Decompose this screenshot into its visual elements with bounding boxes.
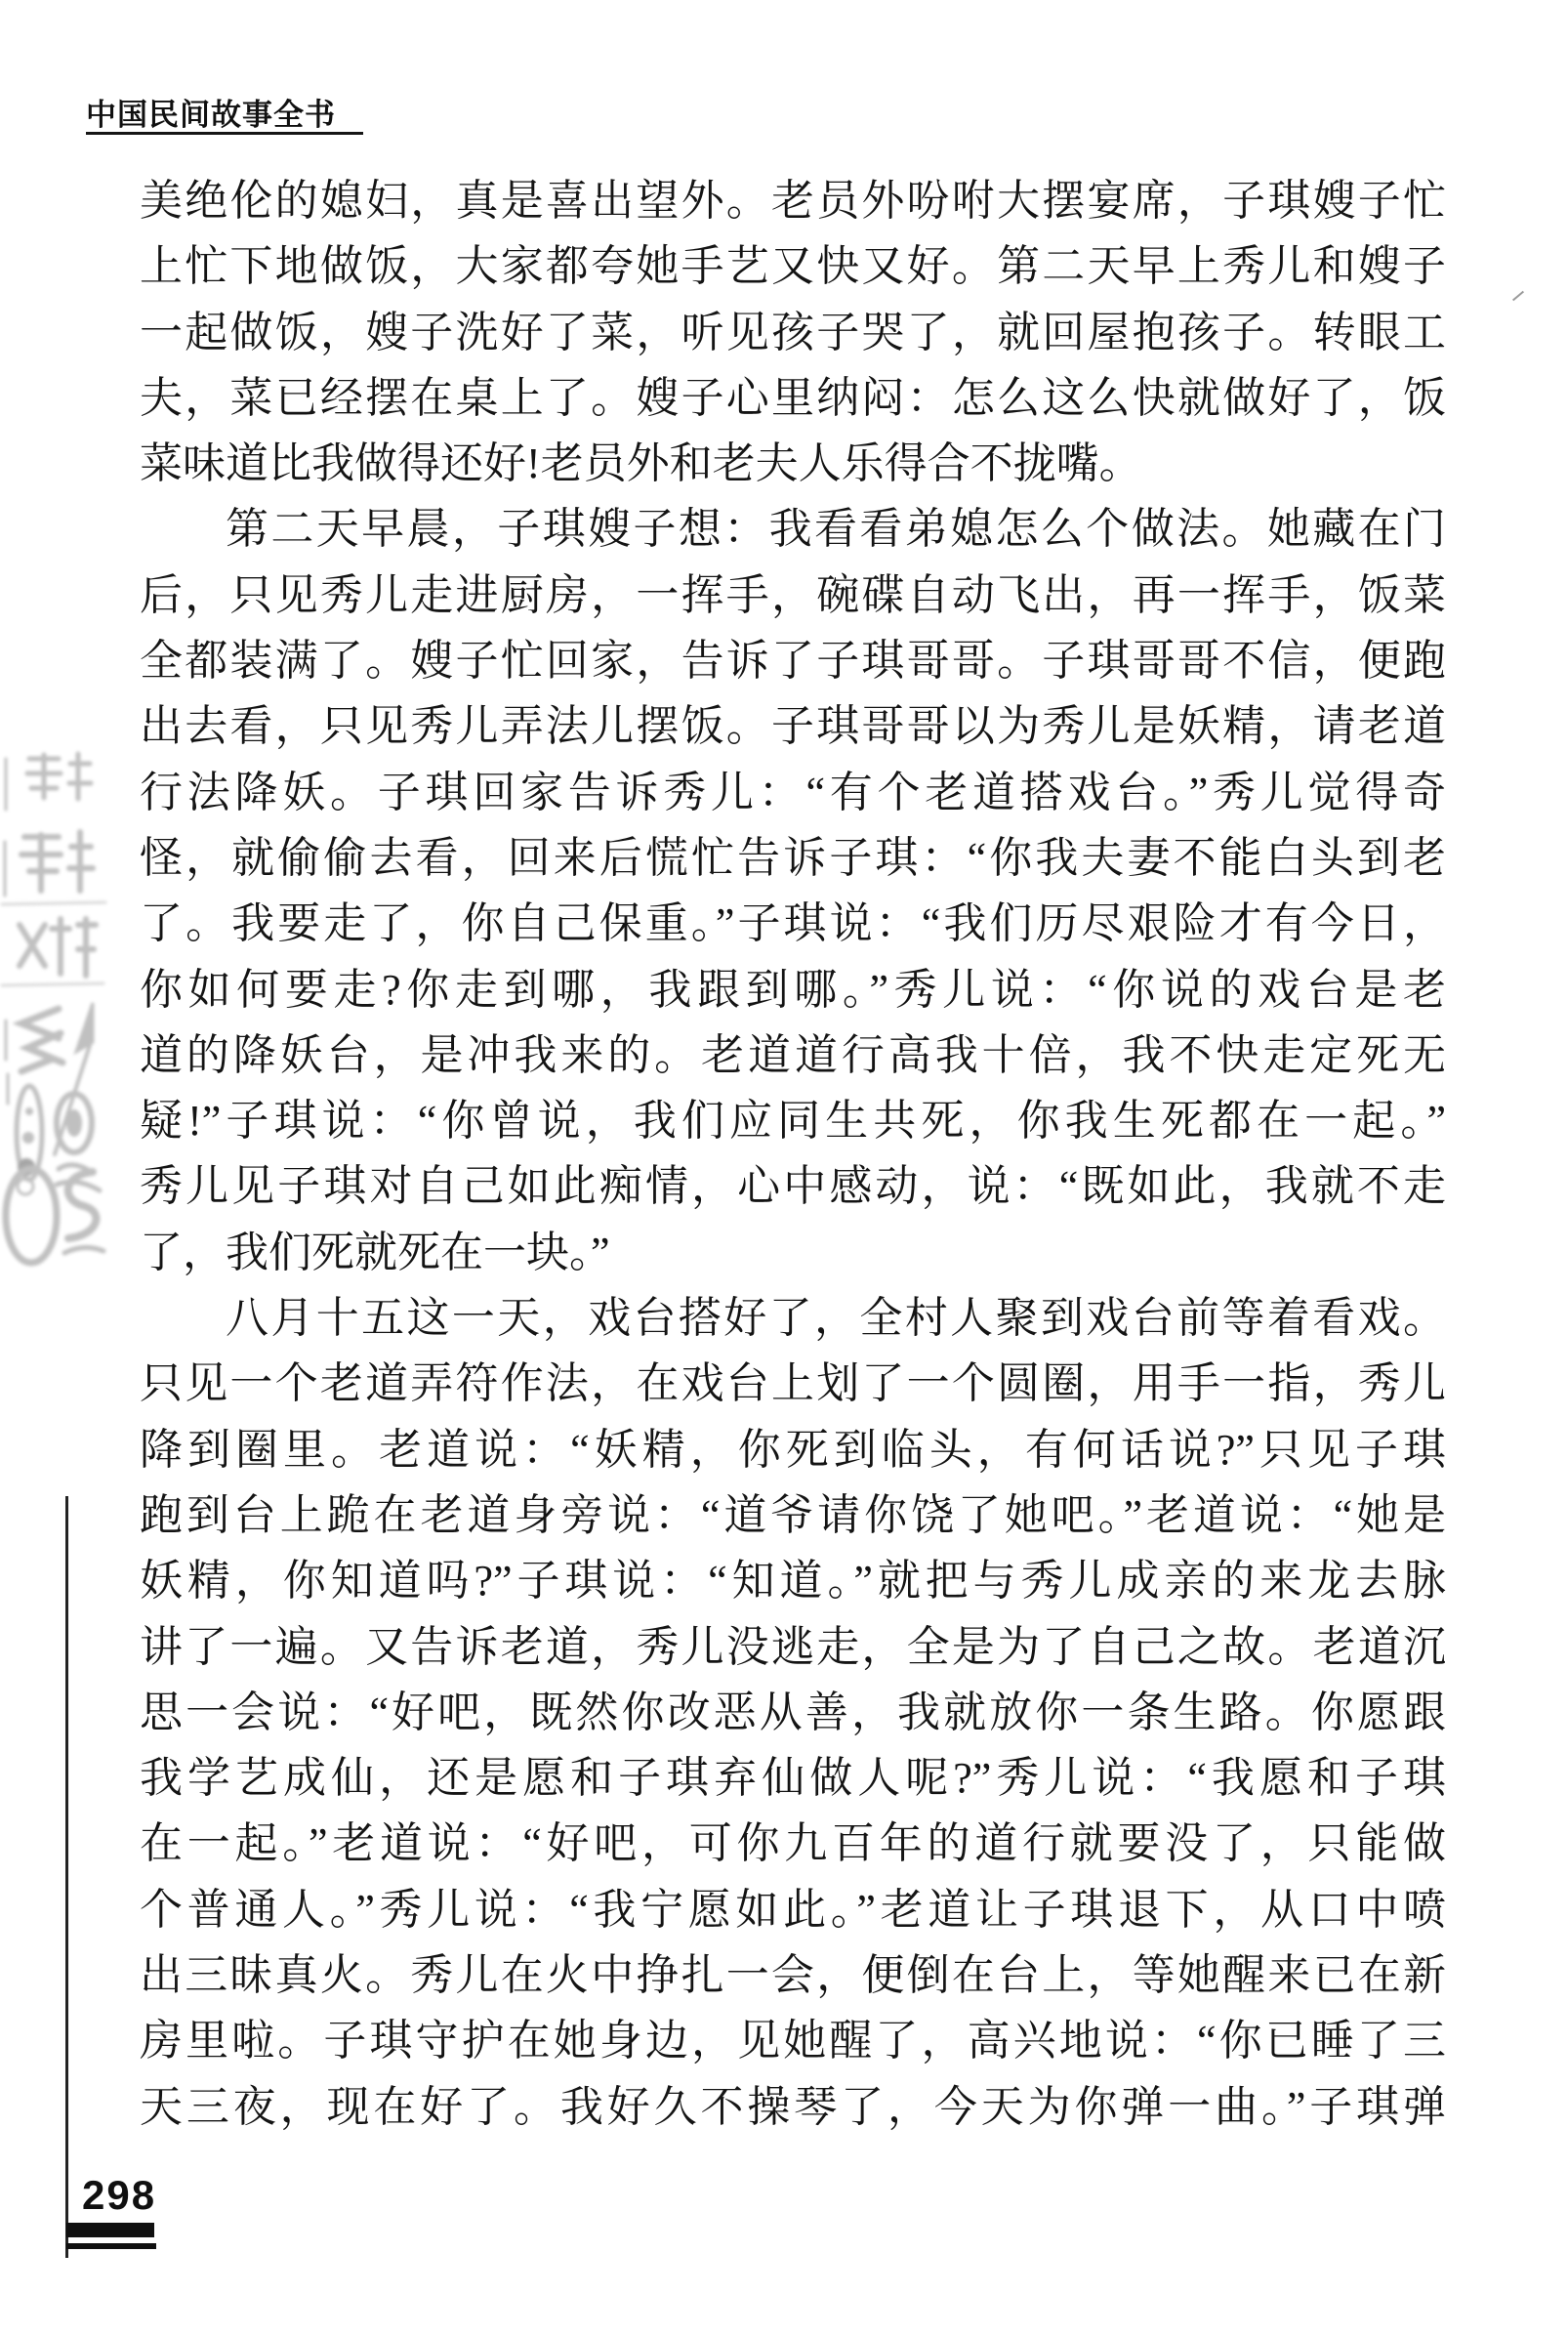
- text-line: 讲了一遍。又告诉老道，秀儿没逃走，全是为了自己之故。老道沉: [140, 1622, 1446, 1671]
- story-text: [140, 168, 1446, 2140]
- page-number-bar-thick: [66, 2223, 154, 2237]
- text-line: 美绝伦的媳妇，真是喜出望外。老员外吩咐大摆宴席，子琪嫂子忙: [140, 177, 1446, 225]
- margin-rule: [65, 1496, 68, 2258]
- text-line: 你如何要走?你走到哪，我跟到哪。”秀儿说：“你说的戏台是老: [140, 965, 1446, 1014]
- text-line: 疑!”子琪说：“你曾说，我们应同生共死，你我生死都在一起。”: [140, 1097, 1446, 1146]
- text-line: 个普通人。”秀儿说：“我宁愿如此。”老道让子琪退下，从口中喷: [140, 1885, 1446, 1934]
- page-number: 298: [82, 2172, 157, 2218]
- print-speck: [1512, 291, 1524, 302]
- text-line: 在一起。”老道说：“好吧，可你九百年的道行就要没了，只能做: [140, 1819, 1446, 1868]
- text-line: 降到圈里。老道说：“妖精，你死到临头，有何话说?”只见子琪: [140, 1425, 1446, 1474]
- text-line: 只见一个老道弄符作法，在戏台上划了一个圆圈，用手一指，秀儿: [140, 1359, 1446, 1408]
- text-line: 夫，菜已经摆在桌上了。嫂子心里纳闷：怎么这么快就做好了，饭: [140, 373, 1446, 422]
- text-line: 八月十五这一天，戏台搭好了，全村人聚到戏台前等着看戏。: [226, 1294, 1446, 1343]
- text-line: 上忙下地做饭，大家都夸她手艺又快又好。第二天早上秀儿和嫂子: [140, 242, 1446, 291]
- text-line: 秀儿见子琪对自己如此痴情，心中感动，说：“既如此，我就不走: [140, 1162, 1446, 1211]
- text-line: 后，只见秀儿走进厨房，一挥手，碗碟自动飞出，再一挥手，饭菜: [140, 570, 1446, 619]
- text-line: 了，我们死就死在一块。”: [140, 1228, 610, 1276]
- header-rule: [86, 132, 363, 135]
- text-line: 道的降妖台，是冲我来的。老道道行高我十倍，我不快走定死无: [140, 1030, 1446, 1079]
- text-line: 妖精，你知道吗?”子琪说：“知道。”就把与秀儿成亲的来龙去脉: [140, 1557, 1446, 1606]
- text-line: 菜味道比我做得还好!老员外和老夫人乐得合不拢嘴。: [140, 439, 1142, 488]
- text-line: 第二天早晨，子琪嫂子想：我看看弟媳怎么个做法。她藏在门: [226, 505, 1446, 554]
- text-line: 出去看，只见秀儿弄法儿摆饭。子琪哥哥以为秀儿是妖精，请老道: [140, 702, 1446, 751]
- text-line: 我学艺成仙，还是愿和子琪弃仙做人呢?”秀儿说：“我愿和子琪: [140, 1754, 1446, 1803]
- page-number-bar-thin: [66, 2243, 156, 2249]
- text-line: 了。我要走了，你自己保重。”子琪说：“我们历尽艰险才有今日，: [140, 899, 1446, 948]
- text-line: 出三昧真火。秀儿在火中挣扎一会，便倒在台上，等她醒来已在新: [140, 1951, 1446, 2000]
- margin-bleedthrough-art-icon: [0, 728, 117, 1274]
- text-line: 房里啦。子琪守护在她身边，见她醒了，高兴地说：“你已睡了三: [140, 2017, 1446, 2065]
- text-line: 天三夜，现在好了。我好久不操琴了，今天为你弹一曲。”子琪弹: [140, 2082, 1446, 2131]
- text-line: 跑到台上跪在老道身旁说：“道爷请你饶了她吧。”老道说：“她是: [140, 1490, 1446, 1539]
- text-line: 怪，就偷偷去看，回来后慌忙告诉子琪：“你我夫妻不能白头到老: [140, 833, 1446, 882]
- running-header-title: 中国民间故事全书: [86, 98, 336, 132]
- text-line: 思一会说：“好吧，既然你改恶从善，我就放你一条生路。你愿跟: [140, 1688, 1446, 1736]
- text-line: 全都装满了。嫂子忙回家，告诉了子琪哥哥。子琪哥哥不信，便跑: [140, 637, 1446, 686]
- text-line: 行法降妖。子琪回家告诉秀儿：“有个老道搭戏台。”秀儿觉得奇: [140, 768, 1446, 816]
- text-line: 一起做饭，嫂子洗好了菜，听见孩子哭了，就回屋抱孩子。转眼工: [140, 308, 1446, 356]
